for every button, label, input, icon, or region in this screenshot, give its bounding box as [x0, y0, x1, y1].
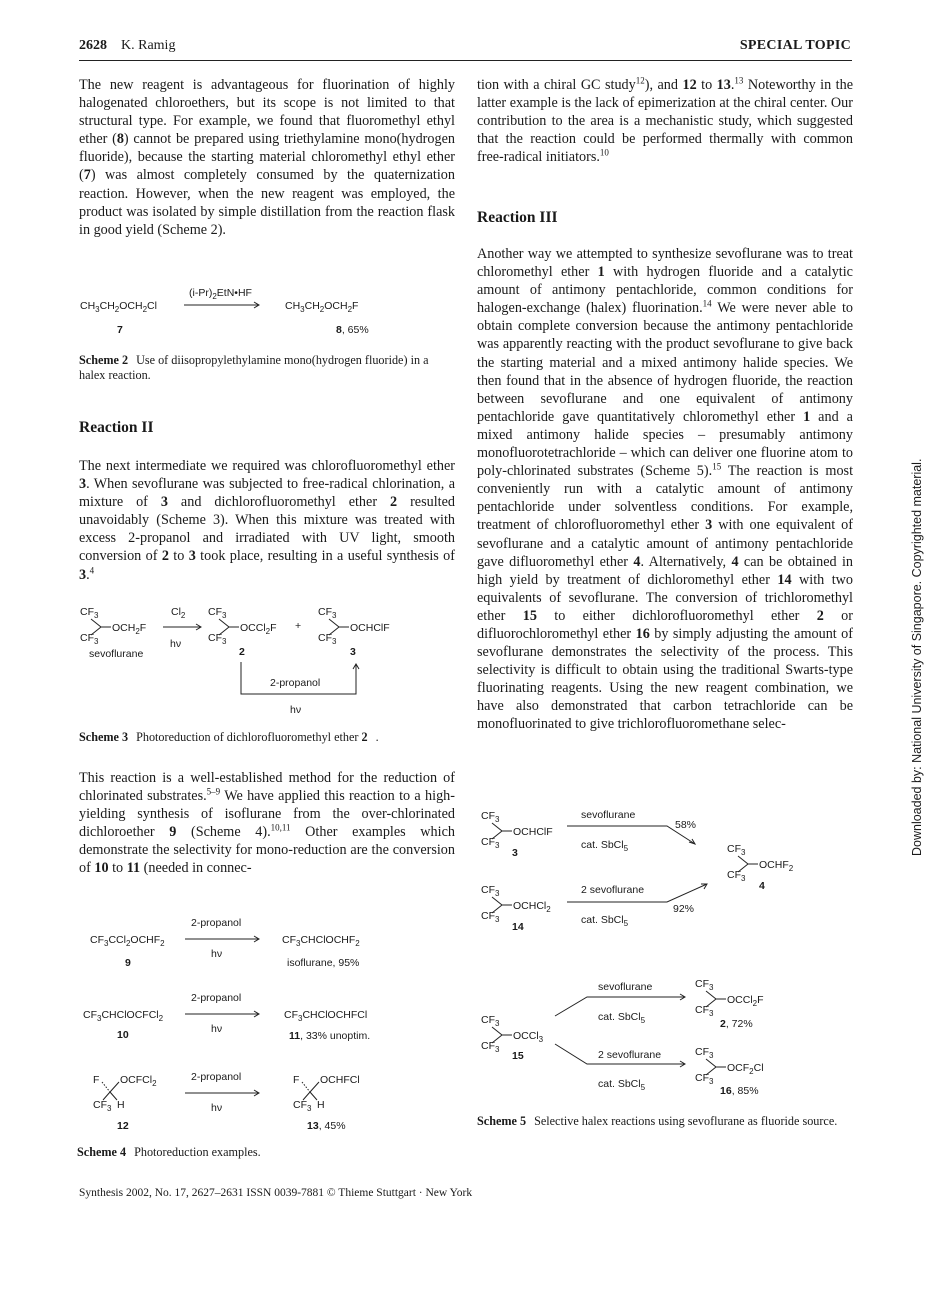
left-column [79, 76, 455, 239]
scheme4-r2-reagent-bottom: hν [211, 1023, 223, 1035]
scheme2-reagent: $(i-Pr)_2EtN•HF$ [189, 287, 252, 301]
scheme-2-diagram [79, 284, 459, 348]
scheme5-c-reagent-top: sevoflurane [598, 981, 653, 993]
paragraph-halex-scope: The new reagent is advantageous for fluorination of highly halogenated chloroethers, but its scope is not limited to that structural type. For example, we found that fluoromethyl ethyl ether (8) cannot be prepared using triethylamine mono(hydrogen fluoride), because the starting material chloromethyl ethyl ether (7) was almost completely consumed by the quaternization reaction. However, when the new reagent was employed, the product was isolated by simple distillation from the reaction flask in good yield (Scheme 2). [79, 77, 455, 238]
scheme4-r3-reagent-bottom: hν [211, 1102, 223, 1114]
scheme3-p2-group: OCCl$_2$F [240, 622, 277, 636]
scheme5-b-cat: cat. SbCl$_5$ [581, 914, 629, 928]
scheme5-p16-group: $OCF_2Cl$ [727, 1062, 764, 1076]
scheme3-reagent-top: $Cl_2$ [171, 606, 186, 620]
scheme5-p16-label: 16, 85% [720, 1085, 759, 1097]
scheme5-c-cf3-top: $CF_3$ [481, 1014, 500, 1028]
scheme5-c-reagent-bottom: 2 sevoflurane [598, 1049, 662, 1061]
scheme-3-caption: Scheme 3 Photoreduction of dichlorofluoromethyl ether 2 . [79, 730, 379, 744]
scheme4-r3-product-h: H [317, 1099, 325, 1111]
scheme5-c-group: OCCl$_3$ [513, 1030, 544, 1044]
scheme-4-diagram [79, 912, 459, 1137]
scheme4-r3-product-f: F [293, 1074, 300, 1086]
scheme4-r2-product-label: 11, 33% unoptim. [289, 1030, 371, 1042]
scheme3-cf3-top: $CF_3$ [80, 606, 99, 620]
scheme5-p2-cf3-top: $CF_3$ [695, 978, 714, 992]
download-note: Downloaded by: National University of Singapore. Copyrighted material. [910, 458, 924, 856]
scheme5-b-yield: 92% [673, 903, 695, 915]
scheme4-r1-reagent-top: 2-propanol [191, 917, 242, 929]
running-author: K. Ramig [121, 38, 176, 53]
scheme3-plus: + [295, 620, 302, 632]
scheme3-loop-top: 2-propanol [270, 677, 321, 689]
scheme5-c-cat-bottom: cat. SbCl$_5$ [598, 1078, 646, 1092]
scheme5-p16-cf3-bottom: $CF_3$ [695, 1072, 714, 1086]
scheme5-p4-group: $OCHF_2$ [759, 859, 794, 873]
scheme-3-diagram [79, 600, 459, 718]
scheme3-p3-cf3-bottom: $CF_3$ [318, 632, 337, 646]
scheme5-p4-cf3-bottom: $CF_3$ [727, 869, 746, 883]
scheme-4-caption: Scheme 4 Photoreduction examples. [77, 1145, 261, 1159]
scheme-2-caption: Scheme 2 Use of diisopropylethylamine mono(hydrogen fluoride) in a halex reaction. [79, 353, 429, 382]
page-number: 2628 [79, 38, 107, 53]
scheme2-product-label: 8, 65% [336, 324, 369, 336]
scheme4-r1-start: $CF_3CCl_2OCHF_2$ [90, 934, 165, 948]
scheme4-r3-start-group: OCFCl$_2$ [120, 1074, 157, 1088]
scheme5-a-label: 3 [512, 847, 518, 859]
section-label: SPECIAL TOPIC [739, 38, 851, 53]
scheme5-b-group: OCHCl$_2$ [513, 900, 551, 914]
scheme4-r3-product-label: 13, 45% [307, 1120, 346, 1132]
page-footer: Synthesis 2002, No. 17, 2627–2631 ISSN 0039-7881 © Thieme Stuttgart · New York [79, 1187, 473, 1199]
scheme4-r2-start-label: 10 [117, 1029, 129, 1041]
paragraph-reaction-iii: Another way we attempted to synthesize sevoflurane was to treat chloromethyl ether 1 with hydrogen fluoride and a catalytic amount of antimony pentachloride, common conditions for halogen-exchange (halex) fluorination.$^{14}$ We were never able to obtain complete conversion because the antimony pentachloride was apparently reacting with the product sevoflurane to give back the starting material and a mixed antimony halide species. We then found that in the absence of hydrogen fluoride, the reaction between sevoflurane and one equivalent of antimony pentachloride gave quantitatively chloromethyl ether 1 and a mixed antimony halide species – presumably antimony monofluorotetrachloride – which can deliver one fluorine atom to poly-chlorinated substrates (Scheme 5).$^{15}$ The reaction is most conveniently run with a catalytic amount of antimony pentachloride under solventless conditions. For example, treatment of chlorofluoromethyl ether 3 with one equivalent of sevoflurane and a catalytic amount of antimony pentachloride gave difluoromethyl ether 4. Alternatively, 4 can be obtained in high yield by treatment of dichloromethyl ether 14 with two equivalents of sevoflurane. The conversion of trichloromethyl ether 15 to either dichlorofluoromethyl ether 2 or difluorochloromethyl ether 16 by simply adjusting the amount of sevoflurane demonstrates the selectivity of the process. This selectivity is difficult to obtain using the traditional Swarts-type fluorinating reagents. Using the new reagent combination, we have also demonstrated that carbon tetrachloride can be monofluorinated to give trichlorofluoromethane selec- [477, 246, 854, 733]
scheme5-p2-cf3-bottom: $CF_3$ [695, 1004, 714, 1018]
scheme4-r3-reagent-top: 2-propanol [191, 1071, 242, 1083]
scheme4-r3-product-group: OCHFCl [320, 1074, 360, 1086]
scheme4-r2-product: $CF_3CHClOCHFCl$ [284, 1009, 368, 1023]
scheme4-r3-start-label: 12 [117, 1120, 129, 1132]
scheme4-r3-hash-bond [102, 1082, 110, 1092]
scheme3-p3-group: OCHClF [350, 622, 390, 634]
scheme3-bond [91, 619, 111, 635]
scheme3-p3-cf3-top: $CF_3$ [318, 606, 337, 620]
scheme3-label-3: 3 [350, 646, 356, 658]
scheme2-product: $CH_3CH_2OCH_2F$ [285, 300, 359, 314]
header-rule [79, 60, 852, 61]
reaction-ii-heading: Reaction II [79, 419, 154, 436]
scheme5-p2-group: OCCl$_2$F [727, 994, 764, 1008]
scheme5-p4-label: 4 [759, 880, 765, 892]
scheme5-p16-cf3-top: $CF_3$ [695, 1046, 714, 1060]
scheme5-a-yield: 58% [675, 819, 697, 831]
scheme5-a-group: OCHClF [513, 826, 553, 838]
scheme4-r2-start: $CF_3CHClOCFCl_2$ [83, 1009, 164, 1023]
scheme5-c-cat-top: cat. SbCl$_5$ [598, 1011, 646, 1025]
scheme5-b-cf3-bottom: $CF_3$ [481, 910, 500, 924]
scheme5-p2-label: 2, 72% [720, 1018, 753, 1030]
reaction-iii-heading: Reaction III [477, 209, 558, 226]
scheme4-r1-start-label: 9 [125, 957, 131, 969]
scheme3-p2-cf3-bottom: $CF_3$ [208, 632, 227, 646]
paragraph-photoreduction: This reaction is a well-established method for the reduction of chlorinated substrates.$^{5-9}$ We have applied this reaction to a high-yielding synthesis of isoflurane from the over-chlorinated dichloroether 9 (Scheme 4).$^{10,11}$ Other examples which demonstrate the selectivity for mono-reduction are the conversion of 10 to 11 (needed in connec- [79, 770, 455, 877]
paragraph-continued: tion with a chiral GC study$^{12}$), and 12 to 13.13 Noteworthy in the latter example is the lack of epimerization at the chiral center. Our contribution to the area is a mechanistic study, which suggested that the reaction could be performed thermally with common free-radical initiators.$^{10}$ [477, 75, 853, 166]
scheme4-r3-h: H [117, 1099, 125, 1111]
scheme5-a-cf3-bottom: $CF_3$ [481, 836, 500, 850]
scheme5-a-reagent: sevoflurane [581, 809, 636, 821]
scheme2-reactant-label: 7 [117, 324, 123, 336]
scheme5-p4-cf3-top: $CF_3$ [727, 843, 746, 857]
scheme2-reactant: $CH_3CH_2OCH_2Cl$ [80, 300, 157, 314]
scheme4-r2-reagent-top: 2-propanol [191, 992, 242, 1004]
scheme3-start-group: $OCH_2F$ [112, 622, 147, 636]
scheme4-r3-cf3: $CF_3$ [93, 1099, 112, 1113]
scheme-5-diagram [477, 804, 857, 1104]
paragraph-reaction-ii: The next intermediate we required was chlorofluoromethyl ether 3. When sevoflurane was subjected to free-radical chlorination, a mixture of 3 and dichlorofluoromethyl ether 2 resulted unavoidably (Scheme 3). When this mixture was treated with excess 2-propanol and irradiated with UV light, smooth conversion of 2 to 3 took place, resulting in a useful synthesis of 3.$^4$ [79, 458, 455, 583]
scheme4-r1-reagent-bottom: hν [211, 948, 223, 960]
scheme5-b-cf3-top: $CF_3$ [481, 884, 500, 898]
scheme3-reagent-bottom: hν [170, 638, 182, 650]
scheme5-c-cf3-bottom: $CF_3$ [481, 1040, 500, 1054]
scheme3-loop-bottom: hν [290, 704, 302, 716]
scheme5-a-cat: cat. SbCl$_5$ [581, 839, 629, 853]
scheme4-r1-product-label: isoflurane, 95% [287, 957, 360, 969]
right-column [477, 76, 853, 166]
scheme4-r3-f: F [93, 1074, 100, 1086]
scheme5-b-reagent: 2 sevoflurane [581, 884, 645, 896]
page-header-left [79, 38, 175, 54]
scheme3-cf3-bottom: $CF_3$ [80, 632, 99, 646]
scheme3-start-name: sevoflurane [89, 648, 144, 660]
scheme5-c-label: 15 [512, 1050, 524, 1062]
scheme5-b-label: 14 [512, 921, 524, 933]
scheme4-r3-product-cf3: $CF_3$ [293, 1099, 312, 1113]
scheme3-p2-cf3-top: $CF_3$ [208, 606, 227, 620]
scheme-5-caption: Scheme 5 Selective halex reactions using sevoflurane as fluoride source. [477, 1114, 838, 1128]
scheme4-r1-product: $CF_3CHClOCHF_2$ [282, 934, 360, 948]
scheme3-label-2: 2 [239, 646, 245, 658]
scheme5-a-cf3-top: $CF_3$ [481, 810, 500, 824]
